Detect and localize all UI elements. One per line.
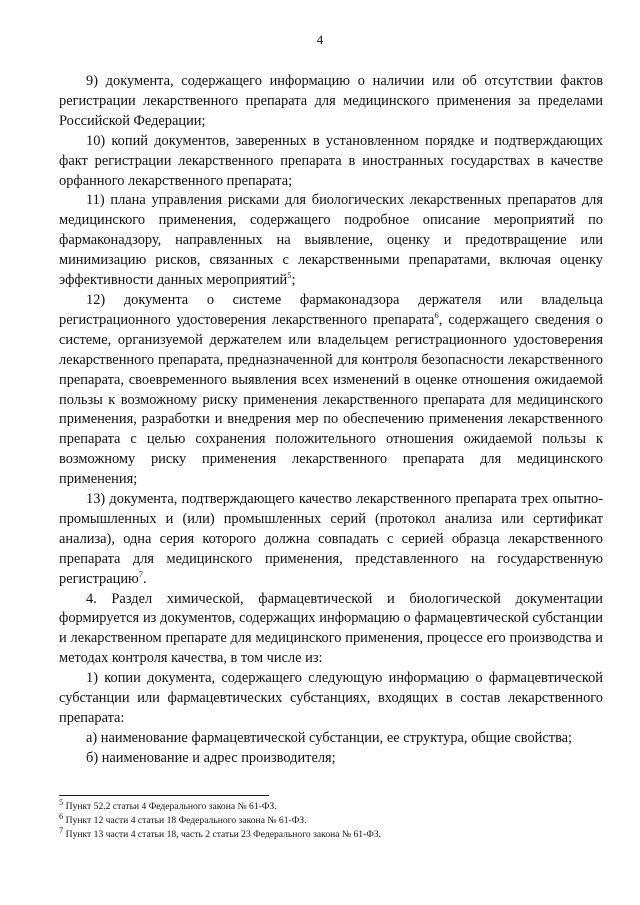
paragraph-item-12: 12) документа о системе фармаконадзора держателя или владельца регистрационного удостоверения лекарственного препарата$^6$, содержащего сведения о системе, организуемой держателем или владельцем регистрационного удостоверения лекарственного препарата, предназначенной для контроля безопасности лекарственного препарата, своевременного выявления всех изменений в оценке отношения ожидаемой пользы к возможному риску применения лекарственного препарата для медицинского применения, разработки и внедрения мер по обеспечению применения лекарственного препарата с целью сохранения положительного отношения ожидаемой пользы к возможному риску применения лекарственного препарата для медицинского применения; (59, 291, 603, 488)
footnote-divider (59, 795, 269, 796)
footnotes (59, 796, 603, 842)
paragraph-subitem-1: 1) копии документа, содержащего следующую информацию о фармацевтической субстанции или фармацевтических субстанциях, входящих в состав лекарственного препарата: (59, 670, 603, 726)
body-text (59, 72, 603, 769)
footnote-6: $^6$ Пункт 12 части 4 статьи 18 Федерального закона № 61-ФЗ. (59, 810, 307, 826)
footnote-ref-6: 6 (434, 310, 439, 321)
footnote-7: $^7$ Пункт 13 части 4 статьи 18, часть 2 статьи 23 Федерального закона № 61-ФЗ. (59, 824, 382, 840)
page-number: 4 (316, 32, 324, 47)
footnote-ref-7: 7 (138, 568, 144, 579)
footnote-ref-5: 5 (287, 270, 292, 281)
footnote-5: $^5$ Пункт 52.2 статьи 4 Федерального закона № 61-ФЗ. (59, 796, 277, 812)
paragraph-section-4: 4. Раздел химической, фармацевтической и биологической документации формируется из документов, содержащих информацию о фармацевтической субстанции и лекарственном препарате для медицинского применения, процессе его производства и методах контроля качества, в том числе из: (59, 590, 603, 667)
paragraph-item-13: 13) документа, подтверждающего качество лекарственного препарата трех опытно-промышленных и (или) промышленных серий (протокол анализа или сертификат анализа), одна серия которого должна совпадать с серией образца лекарственного препарата для медицинского применения, представленного на государственную регистрацию$^7$. (59, 491, 603, 587)
paragraph-item-11: 11) плана управления рисками для биологических лекарственных препаратов для медицинского применения, содержащего подробное описание мероприятий по фармаконадзору, направленных на выявление, оценку и предотвращение или минимизацию рисков, связанных с лекарственными препаратами, включая оценку эффективности данных мероприятий$^5$; (59, 192, 603, 289)
paragraph-item-9: 9) документа, содержащего информацию о наличии или об отсутствии фактов регистрации лекарственного препарата для медицинского применения за пределами Российской Федерации; (59, 73, 603, 129)
paragraph-subitem-b: б) наименование и адрес производителя; (86, 749, 336, 766)
paragraph-subitem-a: а) наименование фармацевтической субстанции, ее структура, общие свойства; (86, 729, 573, 746)
paragraph-item-10: 10) копий документов, заверенных в установленном порядке и подтверждающих факт регистрации лекарственного препарата в иностранных государствах в качестве орфанного лекарственного препарата; (59, 132, 603, 189)
